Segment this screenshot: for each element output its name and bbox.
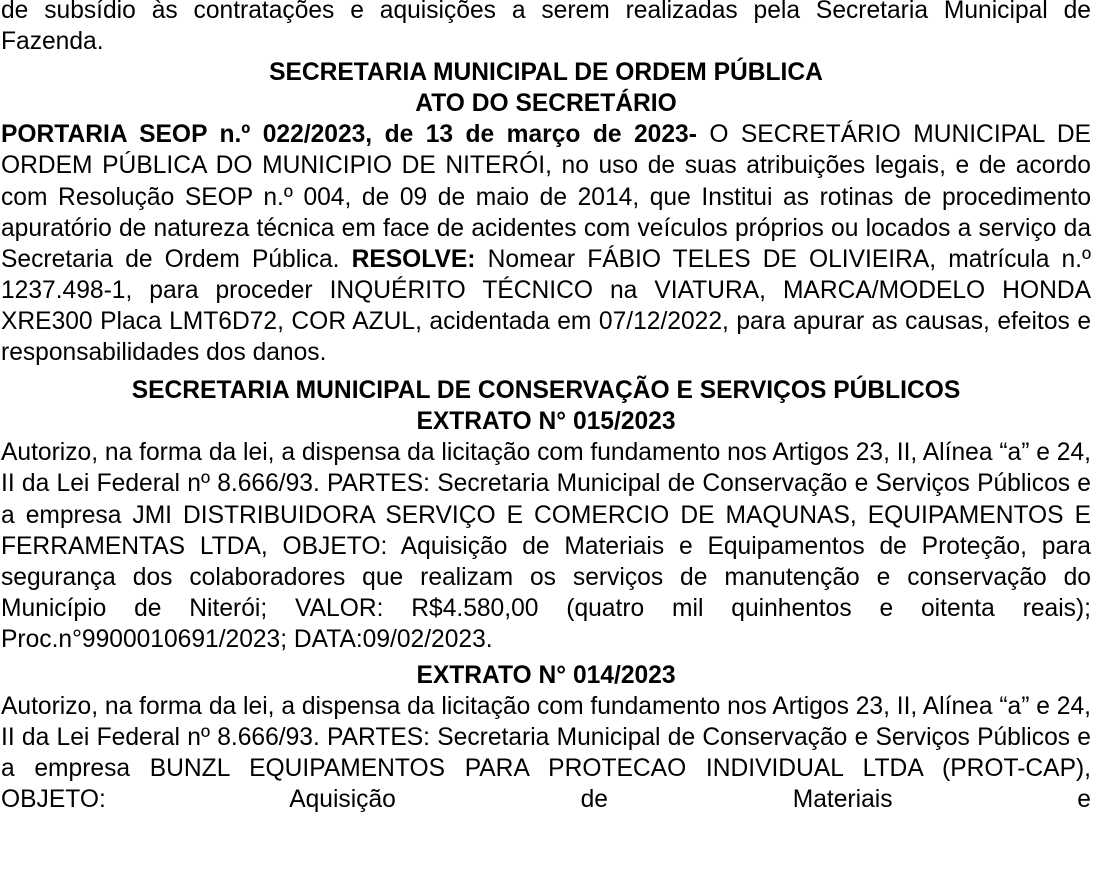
ato-secretario-subheading: ATO DO SECRETÁRIO xyxy=(415,90,677,118)
intro-paragraph: de subsídio às contratações e aquisições a serem realizadas pela Secretaria Municipal de Fazenda. xyxy=(1,0,1091,56)
extrato-015-body: Autorizo, na forma da lei, a dispensa da licitação com fundamento nos Artigos 23, II, Alínea “a” e 24, II da Lei Federal nº 8.666/93. PARTES: Secretaria Municipal de Conservação e Serviços Públicos e a empresa JMI DISTRIBUIDORA SERVIÇO E COMERCIO DE MAQUNAS, EQUIPAMENTOS E FERRAMENTAS LTDA, OBJETO: Aquisição de Materiais e Equipamentos de Proteção, para segurança dos colaboradores que realizam os serviços de manutenção e conservação do Município de Niterói; VALOR: R$4.580,00 (quatro mil quinhentos e oitenta reais); Proc.n°9900010691/2023; DATA:09/02/2023. xyxy=(1,439,1091,653)
extrato-014-body: Autorizo, na forma da lei, a dispensa da licitação com fundamento nos Artigos 23, II, Alínea “a” e 24, II da Lei Federal nº 8.666/93. PARTES: Secretaria Municipal de Conservação e Serviços Públicos e a empresa BUNZL EQUIPAMENTOS PARA PROTECAO INDIVIDUAL LTDA (PROT-CAP), OBJETO: Aquisição de Materiais e xyxy=(1,693,1091,814)
resolve-label: RESOLVE: xyxy=(351,245,476,273)
ordem-publica-heading: SECRETARIA MUNICIPAL DE ORDEM PÚBLICA xyxy=(269,59,823,87)
extrato-015-title: EXTRATO N° 015/2023 xyxy=(416,408,676,436)
extrato-014-title: EXTRATO N° 014/2023 xyxy=(416,661,676,689)
portaria-body-part-1: O SECRETÁRIO MUNICIPAL DE ORDEM PÚBLICA DO MUNICIPIO DE NITERÓI, no uso de suas atribuições legais, e de acordo com Resolução SEOP n.º 004, de 09 de maio de 2014, que Institui as rotinas de procedimento apuratório de natureza técnica em face de acidentes com veículos próprios ou locados a serviço da Secretaria de Ordem Pública. xyxy=(1,121,1091,273)
portaria-body-part-2: Nomear FÁBIO TELES DE OLIVIEIRA, matrícula n.º 1237.498-1, para proceder INQUÉRITO TÉCNICO na VIATURA, MARCA/MODELO HONDA XRE300 Placa LMT6D72, COR AZUL, acidentada em 07/12/2022, para apurar as causas, efeitos e responsabilidades dos danos. xyxy=(1,245,1091,367)
conservacao-heading: SECRETARIA MUNICIPAL DE CONSERVAÇÃO E SERVIÇOS PÚBLICOS xyxy=(131,377,961,405)
portaria-paragraph xyxy=(1,119,1091,368)
portaria-title: PORTARIA SEOP n.º 022/2023, de 13 de março de 2023- xyxy=(1,121,697,149)
